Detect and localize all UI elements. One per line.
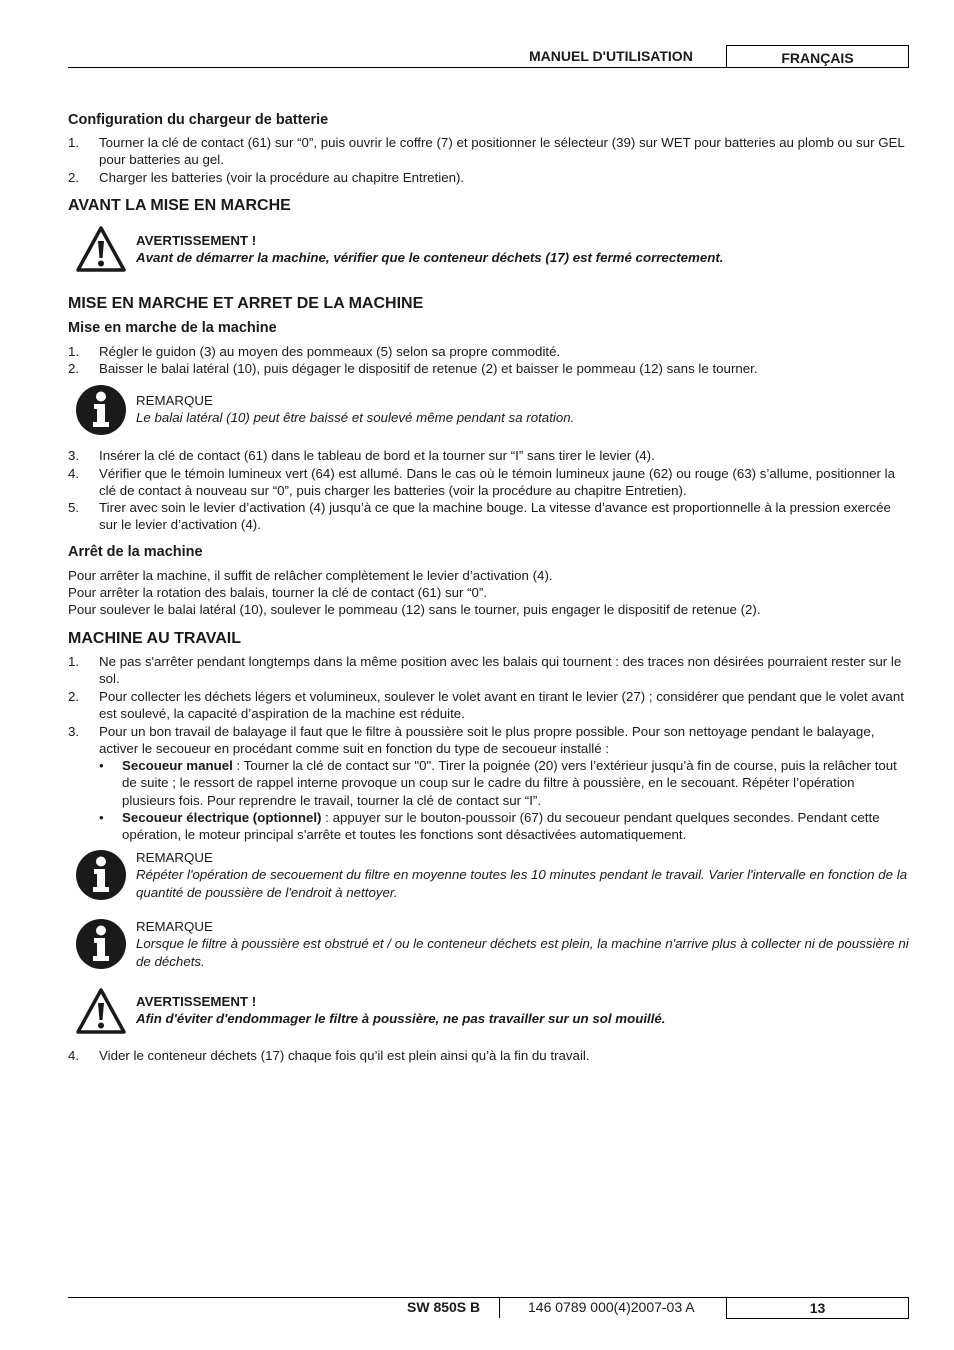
- note-label: REMARQUE: [136, 919, 213, 934]
- start-stop-heading: MISE EN MARCHE ET ARRET DE LA MACHINE: [68, 295, 424, 312]
- stop-line: Pour soulever le balai latéral (10), soulever le pommeau (12) sans le tourner, puis engager le dispositif de retenue (2).: [68, 602, 761, 617]
- charger-heading: Configuration du chargeur de batterie: [68, 112, 329, 128]
- item-text: Pour collecter les déchets légers et volumineux, soulever le volet avant en tirant le levier (27) ; considérer que pendant que le volet avant est soulevé, la capacité d’aspiration de la machine est réduite.: [99, 689, 904, 722]
- working-heading: MACHINE AU TRAVAIL: [68, 630, 242, 647]
- note-text: Lorsque le filtre à poussière est obstrué et / ou le conteneur déchets est plein, la machine n'arrive plus à collecter ni de poussière ni de déchets.: [136, 936, 909, 969]
- stop-line: Pour arrêter la machine, il suffit de relâcher complètement le levier d’activation (4).: [68, 568, 553, 583]
- info-circle-icon: [75, 849, 127, 901]
- note-label: REMARQUE: [136, 393, 213, 408]
- bullet-desc: : appuyer sur le bouton-poussoir (67) du secoueur pendant quelques secondes. Pendant cette opération, le moteur principal s'arrête et toutes les fonctions sont désactivées automatiquement.: [122, 810, 880, 843]
- warning-label: AVERTISSEMENT !: [136, 994, 257, 1009]
- footer-separator: [499, 1297, 500, 1318]
- item-number: 5.: [68, 500, 80, 515]
- item-number: 4.: [68, 1048, 80, 1063]
- item-text: Charger les batteries (voir la procédure au chapitre Entretien).: [99, 170, 465, 185]
- warning-triangle-icon: [75, 986, 127, 1038]
- warning-text: Afin d'éviter d'endommager le filtre à poussière, ne pas travailler sur un sol mouillé.: [136, 1011, 666, 1027]
- header-title: MANUEL D'UTILISATION: [529, 48, 693, 64]
- start-heading: Mise en marche de la machine: [68, 320, 277, 336]
- info-circle-icon: [75, 384, 127, 436]
- before-start-heading: AVANT LA MISE EN MARCHE: [68, 197, 291, 214]
- footer-model: SW 850S B: [407, 1299, 481, 1315]
- item-text: Vider le conteneur déchets (17) chaque fois qu’il est plein ainsi qu’à la fin du travail.: [99, 1048, 590, 1063]
- bullet-term: Secoueur électrique (optionnel): [122, 810, 322, 825]
- item-text: Insérer la clé de contact (61) dans le tableau de bord et la tourner sur “I” sans tirer le levier (4).: [99, 448, 655, 463]
- note-body: [136, 918, 910, 970]
- item-text: Tirer avec soin le levier d’activation (4) jusqu’à ce que la machine bouge. La vitesse d’avance est proportionnelle à la pression exercée sur le levier d’activation (4).: [99, 500, 891, 533]
- footer-page-box: [726, 1297, 909, 1319]
- bullet-text: [122, 809, 910, 844]
- note-text: Le balai latéral (10) peut être baissé et soulevé même pendant sa rotation.: [136, 410, 575, 426]
- note-text: Répéter l'opération de secouement du filtre en moyenne toutes les 10 minutes pendant le travail. Varier l'intervalle en fonction de la quantité de poussière de l'endroit à nettoyer.: [136, 867, 908, 900]
- warning-text: Avant de démarrer la machine, vérifier que le conteneur déchets (17) est fermé correctement.: [136, 250, 724, 266]
- warning-triangle-icon: [75, 224, 127, 276]
- bullet-desc: : Tourner la clé de contact sur "0". Tirer la poignée (20) vers l’extérieur jusqu’à fin de course, puis la relâcher tout de suite ; le ressort de rappel interne provoque un coup sur le cadre du filtre à poussière, en le secouant. Répéter l’opération plusieurs fois. Pour reprendre le travail, tourner la clé de contact sur “I”.: [122, 758, 897, 808]
- item-text: Tourner la clé de contact (61) sur “0”, puis ouvrir le coffre (7) et positionner le sélecteur (39) sur WET pour batteries au plomb ou sur GEL pour batteries au gel.: [99, 135, 905, 168]
- warning-body: [136, 232, 910, 267]
- stop-heading: Arrêt de la machine: [68, 544, 203, 560]
- item-text: Régler le guidon (3) au moyen des pommeaux (5) selon sa propre commodité.: [99, 344, 561, 359]
- item-number: 3.: [68, 724, 80, 739]
- warning-label: AVERTISSEMENT !: [136, 233, 257, 248]
- item-number: 1.: [68, 654, 80, 669]
- note-body: [136, 849, 910, 901]
- header-language: FRANÇAIS: [781, 50, 854, 66]
- info-circle-icon: [75, 918, 127, 970]
- item-text: Vérifier que le témoin lumineux vert (64) est allumé. Dans le cas où le témoin lumineux jaune (62) ou rouge (63) s’allume, positionner la clé de contact à nouveau sur “0”, puis charger les batteries (voir la procédure au chapitre Entretien).: [99, 466, 895, 499]
- item-number: 2.: [68, 689, 80, 704]
- item-text: Baisser le balai latéral (10), puis dégager le dispositif de retenue (2) et baisser le pommeau (12) sans le tourner.: [99, 361, 758, 376]
- note-body: [136, 392, 910, 427]
- item-number: 4.: [68, 466, 80, 481]
- item-number: 1.: [68, 135, 80, 150]
- footer-code: 146 0789 000(4)2007-03 A: [528, 1299, 695, 1315]
- item-number: 2.: [68, 170, 80, 185]
- bullet-dot: •: [99, 758, 104, 773]
- stop-line: Pour arrêter la rotation des balais, tourner la clé de contact (61) sur “0”.: [68, 585, 488, 600]
- item-text: Ne pas s'arrêter pendant longtemps dans la même position avec les balais qui tournent : des traces non désirées pourraient rester sur le sol.: [99, 654, 902, 687]
- bullet-dot: •: [99, 810, 104, 825]
- header-language-box: [726, 45, 909, 68]
- note-label: REMARQUE: [136, 850, 213, 865]
- bullet-text: [122, 757, 910, 809]
- warning-body: [136, 993, 910, 1028]
- item-text: Pour un bon travail de balayage il faut que le filtre à poussière soit le plus propre possible. Pour son nettoyage pendant le balayage, activer le secoueur en procédant comme suit en fonction du type de secoueur installé :: [99, 724, 875, 757]
- bullet-term: Secoueur manuel: [122, 758, 233, 773]
- item-number: 2.: [68, 361, 80, 376]
- header-rule: [68, 67, 909, 68]
- item-number: 3.: [68, 448, 80, 463]
- item-number: 1.: [68, 344, 80, 359]
- page-number: 13: [809, 1300, 826, 1316]
